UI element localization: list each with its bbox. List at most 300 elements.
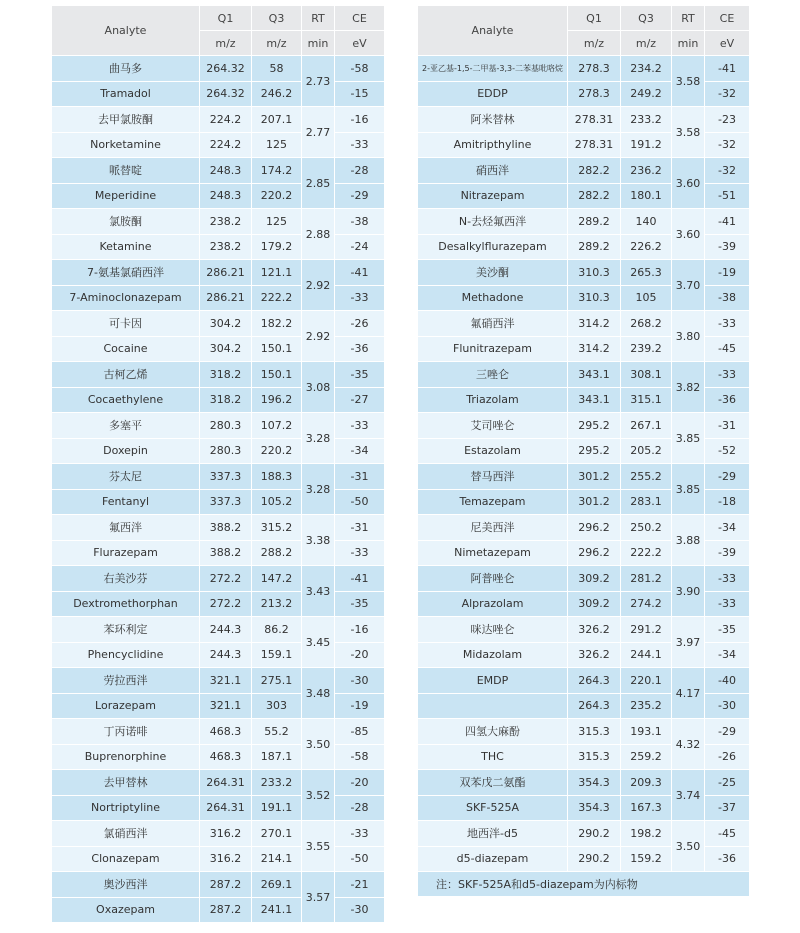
q3-value: 105 bbox=[621, 286, 672, 312]
header-ce-unit: eV bbox=[335, 31, 384, 56]
analyte-chinese-name: 苯环利定 bbox=[52, 617, 200, 643]
ce-value: -51 bbox=[705, 184, 749, 210]
q3-value: 205.2 bbox=[621, 439, 672, 465]
analyte-chinese-name: 7-氨基氯硝西泮 bbox=[52, 260, 200, 286]
analyte-chinese-name: 去甲替林 bbox=[52, 770, 200, 796]
q3-value: 226.2 bbox=[621, 235, 672, 261]
table-row bbox=[52, 821, 384, 847]
table-row bbox=[52, 515, 384, 541]
table-row bbox=[52, 464, 384, 490]
ce-value: -26 bbox=[705, 745, 749, 771]
analyte-english-name: Flurazepam bbox=[52, 541, 200, 567]
analyte-group bbox=[418, 158, 749, 209]
table-row bbox=[418, 260, 749, 286]
q3-value: 267.1 bbox=[621, 413, 672, 439]
ce-value: -29 bbox=[335, 184, 384, 210]
analyte-chinese-name: 劳拉西泮 bbox=[52, 668, 200, 694]
left-table-header bbox=[52, 6, 384, 56]
header-rt: RT bbox=[672, 6, 705, 31]
ce-value: -33 bbox=[335, 413, 384, 439]
header-analyte: Analyte bbox=[52, 6, 200, 56]
footnote: 注：SKF-525A和d5-diazepam为内标物 bbox=[418, 872, 749, 897]
analyte-group bbox=[52, 872, 384, 923]
header-q1-unit: m/z bbox=[200, 31, 252, 56]
analyte-group bbox=[52, 821, 384, 872]
header-ce-unit: eV bbox=[705, 31, 749, 56]
analyte-group bbox=[418, 464, 749, 515]
q1-value: 343.1 bbox=[568, 362, 621, 388]
ce-value: -33 bbox=[705, 566, 749, 592]
q1-value: 286.21 bbox=[200, 260, 252, 286]
table-row bbox=[52, 209, 384, 235]
analyte-group bbox=[418, 566, 749, 617]
q3-value: 187.1 bbox=[252, 745, 302, 771]
ce-value: -18 bbox=[705, 490, 749, 516]
q1-value: 287.2 bbox=[200, 898, 252, 924]
q3-value: 191.2 bbox=[621, 133, 672, 159]
q1-value: 224.2 bbox=[200, 107, 252, 133]
q1-value: 272.2 bbox=[200, 592, 252, 618]
q3-value: 147.2 bbox=[252, 566, 302, 592]
ce-value: -28 bbox=[335, 158, 384, 184]
q3-value: 125 bbox=[252, 133, 302, 159]
q1-value: 318.2 bbox=[200, 362, 252, 388]
analyte-group bbox=[418, 719, 749, 770]
rt-value: 2.73 bbox=[302, 56, 335, 107]
q3-value: 275.1 bbox=[252, 668, 302, 694]
ce-value: -33 bbox=[705, 311, 749, 337]
q3-value: 241.1 bbox=[252, 898, 302, 924]
q1-value: 310.3 bbox=[568, 286, 621, 312]
analyte-chinese-name: 替马西泮 bbox=[418, 464, 568, 490]
ce-value: -16 bbox=[335, 617, 384, 643]
q1-value: 337.3 bbox=[200, 490, 252, 516]
ce-value: -41 bbox=[335, 260, 384, 286]
q1-value: 278.31 bbox=[568, 107, 621, 133]
analyte-english-name: Tramadol bbox=[52, 82, 200, 108]
table-row bbox=[52, 158, 384, 184]
ce-value: -21 bbox=[335, 872, 384, 898]
analyte-english-name: EDDP bbox=[418, 82, 568, 108]
q3-value: 214.1 bbox=[252, 847, 302, 873]
analyte-chinese-name: 美沙酮 bbox=[418, 260, 568, 286]
table-row bbox=[52, 388, 384, 414]
table-row bbox=[52, 796, 384, 822]
analyte-english-name: d5-diazepam bbox=[418, 847, 568, 873]
q1-value: 280.3 bbox=[200, 413, 252, 439]
q1-value: 301.2 bbox=[568, 490, 621, 516]
q1-value: 244.3 bbox=[200, 617, 252, 643]
ce-value: -28 bbox=[335, 796, 384, 822]
analyte-chinese-name: 四氢大麻酚 bbox=[418, 719, 568, 745]
analyte-chinese-name: 咪达唑仑 bbox=[418, 617, 568, 643]
q1-value: 388.2 bbox=[200, 515, 252, 541]
table-row bbox=[52, 617, 384, 643]
q1-value: 468.3 bbox=[200, 745, 252, 771]
analyte-group bbox=[52, 56, 384, 107]
header-q3-unit: m/z bbox=[252, 31, 302, 56]
table-row bbox=[52, 541, 384, 567]
q1-value: 388.2 bbox=[200, 541, 252, 567]
table-row bbox=[52, 566, 384, 592]
ce-value: -50 bbox=[335, 490, 384, 516]
q3-value: 198.2 bbox=[621, 821, 672, 847]
analyte-group bbox=[52, 719, 384, 770]
analyte-group bbox=[418, 413, 749, 464]
rt-value: 3.74 bbox=[672, 770, 705, 821]
ce-value: -85 bbox=[335, 719, 384, 745]
rt-value: 3.60 bbox=[672, 158, 705, 209]
q1-value: 289.2 bbox=[568, 209, 621, 235]
analyte-chinese-name: 硝西泮 bbox=[418, 158, 568, 184]
rt-value: 3.48 bbox=[302, 668, 335, 719]
table-row bbox=[52, 184, 384, 210]
table-row bbox=[52, 439, 384, 465]
q1-value: 314.2 bbox=[568, 337, 621, 363]
q1-value: 309.2 bbox=[568, 592, 621, 618]
table-row bbox=[52, 337, 384, 363]
ce-value: -32 bbox=[705, 133, 749, 159]
q3-value: 274.2 bbox=[621, 592, 672, 618]
q1-value: 238.2 bbox=[200, 235, 252, 261]
table-row bbox=[418, 362, 749, 388]
ce-value: -52 bbox=[705, 439, 749, 465]
analyte-chinese-name: 三唑仑 bbox=[418, 362, 568, 388]
table-row bbox=[52, 82, 384, 108]
q1-value: 354.3 bbox=[568, 770, 621, 796]
analyte-chinese-name: 奥沙西泮 bbox=[52, 872, 200, 898]
q1-value: 337.3 bbox=[200, 464, 252, 490]
ce-value: -35 bbox=[705, 617, 749, 643]
ce-value: -33 bbox=[335, 286, 384, 312]
analyte-chinese-name: 右美沙芬 bbox=[52, 566, 200, 592]
analyte-group bbox=[418, 668, 749, 719]
analyte-group bbox=[418, 311, 749, 362]
rt-value: 3.50 bbox=[302, 719, 335, 770]
table-row bbox=[418, 617, 749, 643]
q3-value: 233.2 bbox=[252, 770, 302, 796]
q1-value: 468.3 bbox=[200, 719, 252, 745]
analyte-group bbox=[52, 209, 384, 260]
ce-value: -58 bbox=[335, 56, 384, 82]
ce-value: -36 bbox=[705, 847, 749, 873]
q1-value: 316.2 bbox=[200, 821, 252, 847]
ce-value: -34 bbox=[705, 515, 749, 541]
rt-value: 3.57 bbox=[302, 872, 335, 923]
ce-value: -33 bbox=[705, 592, 749, 618]
ce-value: -19 bbox=[705, 260, 749, 286]
ce-value: -31 bbox=[335, 464, 384, 490]
analyte-english-name: Meperidine bbox=[52, 184, 200, 210]
rt-value: 3.85 bbox=[672, 464, 705, 515]
rt-value: 3.70 bbox=[672, 260, 705, 311]
rt-value: 4.32 bbox=[672, 719, 705, 770]
q3-value: 244.1 bbox=[621, 643, 672, 669]
analyte-english-name: THC bbox=[418, 745, 568, 771]
analyte-group bbox=[52, 566, 384, 617]
q1-value: 224.2 bbox=[200, 133, 252, 159]
analyte-chinese-name: 曲马多 bbox=[52, 56, 200, 82]
table-row bbox=[418, 209, 749, 235]
q3-value: 288.2 bbox=[252, 541, 302, 567]
table-row bbox=[52, 56, 384, 82]
q1-value: 278.3 bbox=[568, 82, 621, 108]
q3-value: 235.2 bbox=[621, 694, 672, 720]
q3-value: 250.2 bbox=[621, 515, 672, 541]
analyte-group bbox=[418, 770, 749, 821]
analyte-chinese-name: 阿普唑仑 bbox=[418, 566, 568, 592]
ce-value: -29 bbox=[705, 719, 749, 745]
q3-value: 220.2 bbox=[252, 184, 302, 210]
q3-value: 239.2 bbox=[621, 337, 672, 363]
header-analyte: Analyte bbox=[418, 6, 568, 56]
analyte-chinese-name: 尼美西泮 bbox=[418, 515, 568, 541]
table-row bbox=[52, 107, 384, 133]
q1-value: 296.2 bbox=[568, 515, 621, 541]
ce-value: -32 bbox=[705, 158, 749, 184]
table-row bbox=[52, 490, 384, 516]
q3-value: 193.1 bbox=[621, 719, 672, 745]
analyte-chinese-name: 2-亚乙基-1,5-二甲基-3,3-二苯基吡咯烷 bbox=[418, 56, 568, 82]
ce-value: -20 bbox=[335, 770, 384, 796]
analyte-group bbox=[418, 107, 749, 158]
q1-value: 282.2 bbox=[568, 184, 621, 210]
analyte-english-name: Oxazepam bbox=[52, 898, 200, 924]
ce-value: -29 bbox=[705, 464, 749, 490]
table-row bbox=[418, 821, 749, 847]
rt-value: 3.90 bbox=[672, 566, 705, 617]
ce-value: -38 bbox=[335, 209, 384, 235]
analyte-english-name: Estazolam bbox=[418, 439, 568, 465]
q1-value: 280.3 bbox=[200, 439, 252, 465]
analyte-english-name bbox=[418, 694, 568, 720]
analyte-group bbox=[52, 260, 384, 311]
q3-value: 159.1 bbox=[252, 643, 302, 669]
q3-value: 179.2 bbox=[252, 235, 302, 261]
q3-value: 174.2 bbox=[252, 158, 302, 184]
table-row bbox=[418, 668, 749, 694]
q1-value: 315.3 bbox=[568, 719, 621, 745]
table-row bbox=[52, 235, 384, 261]
q1-value: 244.3 bbox=[200, 643, 252, 669]
analyte-english-name: Nortriptyline bbox=[52, 796, 200, 822]
ce-value: -35 bbox=[335, 592, 384, 618]
analyte-chinese-name: 哌替啶 bbox=[52, 158, 200, 184]
q3-value: 268.2 bbox=[621, 311, 672, 337]
q1-value: 309.2 bbox=[568, 566, 621, 592]
ce-value: -50 bbox=[335, 847, 384, 873]
table-row bbox=[418, 107, 749, 133]
header-rt: RT bbox=[302, 6, 335, 31]
table-row bbox=[52, 413, 384, 439]
q3-value: 281.2 bbox=[621, 566, 672, 592]
analyte-group bbox=[52, 107, 384, 158]
header-q1-unit: m/z bbox=[568, 31, 621, 56]
ce-value: -41 bbox=[705, 209, 749, 235]
ce-value: -35 bbox=[335, 362, 384, 388]
q1-value: 296.2 bbox=[568, 541, 621, 567]
analyte-group bbox=[52, 362, 384, 413]
ce-value: -31 bbox=[705, 413, 749, 439]
rt-value: 2.92 bbox=[302, 260, 335, 311]
header-q1: Q1 bbox=[568, 6, 621, 31]
table-row bbox=[418, 158, 749, 184]
q1-value: 272.2 bbox=[200, 566, 252, 592]
analyte-english-name: Doxepin bbox=[52, 439, 200, 465]
ce-value: -32 bbox=[705, 82, 749, 108]
analyte-english-name: Desalkylflurazepam bbox=[418, 235, 568, 261]
q1-value: 264.31 bbox=[200, 796, 252, 822]
ce-value: -40 bbox=[705, 668, 749, 694]
rt-value: 3.97 bbox=[672, 617, 705, 668]
table-row bbox=[418, 566, 749, 592]
q3-value: 188.3 bbox=[252, 464, 302, 490]
ce-value: -27 bbox=[335, 388, 384, 414]
analyte-english-name: Alprazolam bbox=[418, 592, 568, 618]
analyte-group bbox=[52, 464, 384, 515]
ce-value: -23 bbox=[705, 107, 749, 133]
q1-value: 316.2 bbox=[200, 847, 252, 873]
analyte-group bbox=[52, 413, 384, 464]
analyte-group bbox=[52, 668, 384, 719]
q3-value: 265.3 bbox=[621, 260, 672, 286]
left-table bbox=[52, 6, 384, 923]
q1-value: 248.3 bbox=[200, 158, 252, 184]
analyte-group bbox=[418, 209, 749, 260]
table-row bbox=[52, 668, 384, 694]
table-row bbox=[52, 592, 384, 618]
analyte-english-name: Cocaethylene bbox=[52, 388, 200, 414]
q1-value: 290.2 bbox=[568, 821, 621, 847]
rt-value: 3.82 bbox=[672, 362, 705, 413]
analyte-english-name: Dextromethorphan bbox=[52, 592, 200, 618]
q1-value: 321.1 bbox=[200, 694, 252, 720]
ce-value: -58 bbox=[335, 745, 384, 771]
q3-value: 159.2 bbox=[621, 847, 672, 873]
analyte-english-name: Midazolam bbox=[418, 643, 568, 669]
q1-value: 321.1 bbox=[200, 668, 252, 694]
rt-value: 3.45 bbox=[302, 617, 335, 668]
header-rt-unit: min bbox=[302, 31, 335, 56]
q1-value: 295.2 bbox=[568, 413, 621, 439]
note-row bbox=[418, 872, 749, 897]
rt-value: 3.85 bbox=[672, 413, 705, 464]
analyte-group bbox=[52, 158, 384, 209]
q3-value: 259.2 bbox=[621, 745, 672, 771]
q3-value: 308.1 bbox=[621, 362, 672, 388]
analyte-chinese-name: 去甲氯胺酮 bbox=[52, 107, 200, 133]
analyte-english-name: Norketamine bbox=[52, 133, 200, 159]
table-row bbox=[418, 770, 749, 796]
table-row bbox=[52, 847, 384, 873]
q1-value: 315.3 bbox=[568, 745, 621, 771]
table-row bbox=[52, 898, 384, 924]
q3-value: 270.1 bbox=[252, 821, 302, 847]
table-row bbox=[52, 770, 384, 796]
q1-value: 282.2 bbox=[568, 158, 621, 184]
ce-value: -33 bbox=[705, 362, 749, 388]
ce-value: -26 bbox=[335, 311, 384, 337]
analyte-group bbox=[418, 362, 749, 413]
q3-value: 180.1 bbox=[621, 184, 672, 210]
analyte-english-name: Flunitrazepam bbox=[418, 337, 568, 363]
header-rt-unit: min bbox=[672, 31, 705, 56]
analyte-group bbox=[418, 56, 749, 107]
analyte-chinese-name: 芬太尼 bbox=[52, 464, 200, 490]
q3-value: 86.2 bbox=[252, 617, 302, 643]
analyte-chinese-name: 氯胺酮 bbox=[52, 209, 200, 235]
header-ce: CE bbox=[705, 6, 749, 31]
ce-value: -45 bbox=[705, 821, 749, 847]
ce-value: -15 bbox=[335, 82, 384, 108]
q1-value: 286.21 bbox=[200, 286, 252, 312]
ce-value: -30 bbox=[335, 898, 384, 924]
analyte-group bbox=[52, 311, 384, 362]
q1-value: 304.2 bbox=[200, 311, 252, 337]
rt-value: 2.77 bbox=[302, 107, 335, 158]
analyte-chinese-name: 氟西泮 bbox=[52, 515, 200, 541]
q3-value: 55.2 bbox=[252, 719, 302, 745]
table-row bbox=[418, 413, 749, 439]
q1-value: 326.2 bbox=[568, 617, 621, 643]
q3-value: 222.2 bbox=[252, 286, 302, 312]
ce-value: -45 bbox=[705, 337, 749, 363]
q1-value: 238.2 bbox=[200, 209, 252, 235]
q3-value: 167.3 bbox=[621, 796, 672, 822]
analyte-english-name: Fentanyl bbox=[52, 490, 200, 516]
rt-value: 2.85 bbox=[302, 158, 335, 209]
analyte-chinese-name: 丁丙诺啡 bbox=[52, 719, 200, 745]
q1-value: 290.2 bbox=[568, 847, 621, 873]
ce-value: -38 bbox=[705, 286, 749, 312]
q3-value: 303 bbox=[252, 694, 302, 720]
analyte-chinese-name: 双苯戊二氨酯 bbox=[418, 770, 568, 796]
rt-value: 2.92 bbox=[302, 311, 335, 362]
rt-value: 3.43 bbox=[302, 566, 335, 617]
q1-value: 289.2 bbox=[568, 235, 621, 261]
analyte-group bbox=[418, 515, 749, 566]
ce-value: -33 bbox=[335, 541, 384, 567]
q3-value: 220.2 bbox=[252, 439, 302, 465]
rt-value: 3.58 bbox=[672, 56, 705, 107]
ce-value: -24 bbox=[335, 235, 384, 261]
analyte-group bbox=[418, 821, 749, 872]
analyte-group bbox=[52, 515, 384, 566]
analyte-group bbox=[418, 617, 749, 668]
analyte-english-name: Phencyclidine bbox=[52, 643, 200, 669]
right-table-header bbox=[418, 6, 749, 56]
table-row bbox=[52, 719, 384, 745]
q3-value: 222.2 bbox=[621, 541, 672, 567]
analyte-chinese-name: 古柯乙烯 bbox=[52, 362, 200, 388]
q1-value: 264.31 bbox=[200, 770, 252, 796]
q3-value: 291.2 bbox=[621, 617, 672, 643]
analyte-group bbox=[52, 770, 384, 821]
rt-value: 3.58 bbox=[672, 107, 705, 158]
table-row bbox=[418, 719, 749, 745]
q3-value: 255.2 bbox=[621, 464, 672, 490]
q1-value: 354.3 bbox=[568, 796, 621, 822]
rt-value: 3.50 bbox=[672, 821, 705, 872]
header-q3: Q3 bbox=[252, 6, 302, 31]
ce-value: -25 bbox=[705, 770, 749, 796]
q3-value: 207.1 bbox=[252, 107, 302, 133]
analyte-chinese-name: 地西泮-d5 bbox=[418, 821, 568, 847]
ce-value: -34 bbox=[335, 439, 384, 465]
ce-value: -39 bbox=[705, 235, 749, 261]
ce-value: -41 bbox=[705, 56, 749, 82]
analyte-english-name: Triazolam bbox=[418, 388, 568, 414]
